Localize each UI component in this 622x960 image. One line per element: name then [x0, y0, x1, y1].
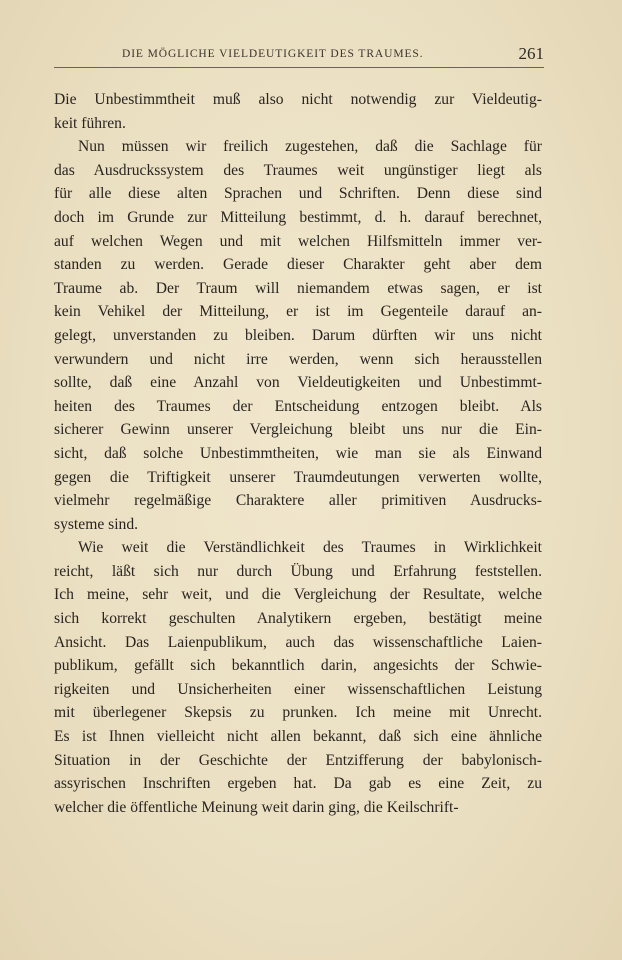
text-line: auf welchen Wegen und mit welchen Hilfsmitteln immer ver-: [54, 232, 542, 250]
text-line: reicht, läßt sich nur durch Übung und Erfahrung feststellen.: [54, 562, 542, 580]
text-line: standen zu werden. Gerade dieser Charakter geht aber dem: [54, 256, 542, 274]
text-line: assyrischen Inschriften ergeben hat. Da gab es eine Zeit, zu: [54, 775, 542, 793]
text-line: Situation in der Geschichte der Entzifferung der babylonisch-: [54, 751, 542, 769]
text-line: vielmehr regelmäßige Charaktere aller primitiven Ausdrucks-: [54, 492, 542, 510]
text-line: verwundern und nicht irre werden, wenn sich herausstellen: [54, 350, 542, 368]
page-number: 261: [518, 44, 544, 63]
text-line: kein Vehikel der Mitteilung, er ist im Gegenteile darauf an-: [54, 303, 542, 321]
text-line: Traume ab. Der Traum will niemandem etwas sagen, er ist: [54, 279, 542, 297]
text-line: Ansicht. Das Laienpublikum, auch das wissenschaftliche Laien-: [54, 633, 542, 651]
text-line: sicherer Gewinn unserer Vergleichung bleibt uns nur die Ein-: [54, 421, 542, 439]
text-line: gegen die Triftigkeit unserer Traumdeutungen verwerten wollte,: [54, 468, 542, 486]
text-line: welcher die öffentliche Meinung weit darin ging, die Keilschrift-: [54, 798, 459, 816]
text-line: systeme sind.: [54, 515, 139, 533]
text-line: Es ist Ihnen vielleicht nicht allen bekannt, daß sich eine ähnliche: [54, 728, 542, 746]
running-title: DIE MÖGLICHE VIELDEUTIGKEIT DES TRAUMES.: [122, 48, 424, 60]
text-line: doch im Grunde zur Mitteilung bestimmt, d. h. darauf berechnet,: [54, 208, 542, 226]
text-line: mit überlegener Skepsis zu prunken. Ich meine mit Unrecht.: [54, 704, 542, 722]
text-line: sich korrekt geschulten Analytikern ergeben, bestätigt meine: [54, 610, 542, 628]
text-line: Nun müssen wir freilich zugestehen, daß die Sachlage für: [78, 138, 542, 156]
text-line: publikum, gefällt sich bekanntlich darin, angesichts der Schwie-: [54, 657, 542, 675]
header-rule: [54, 67, 544, 68]
text-line: sollte, daß eine Anzahl von Vieldeutigkeiten und Unbestimmt-: [54, 374, 542, 392]
text-line: sicht, daß solche Unbestimmtheiten, wie man sie als Einwand: [54, 444, 542, 462]
text-line: rigkeiten und Unsicherheiten einer wissenschaftlichen Leistung: [54, 680, 542, 698]
body-text: [54, 88, 542, 819]
text-line: keit führen.: [54, 114, 126, 132]
text-line: das Ausdruckssystem des Traumes weit ungünstiger liegt als: [54, 161, 542, 179]
text-line: Ich meine, sehr weit, und die Vergleichung der Resultate, welche: [54, 586, 542, 604]
running-head: [54, 44, 544, 70]
text-line: Die Unbestimmtheit muß also nicht notwendig zur Vieldeutig-: [54, 91, 542, 108]
text-line: gelegt, unverstanden zu bleiben. Darum dürften wir uns nicht: [54, 326, 542, 344]
text-line: heiten des Traumes der Entscheidung entzogen bleibt. Als: [54, 397, 542, 415]
text-line: für alle diese alten Sprachen und Schriften. Denn diese sind: [54, 185, 542, 203]
text-line: Wie weit die Verständlichkeit des Traumes in Wirklichkeit: [78, 539, 542, 557]
